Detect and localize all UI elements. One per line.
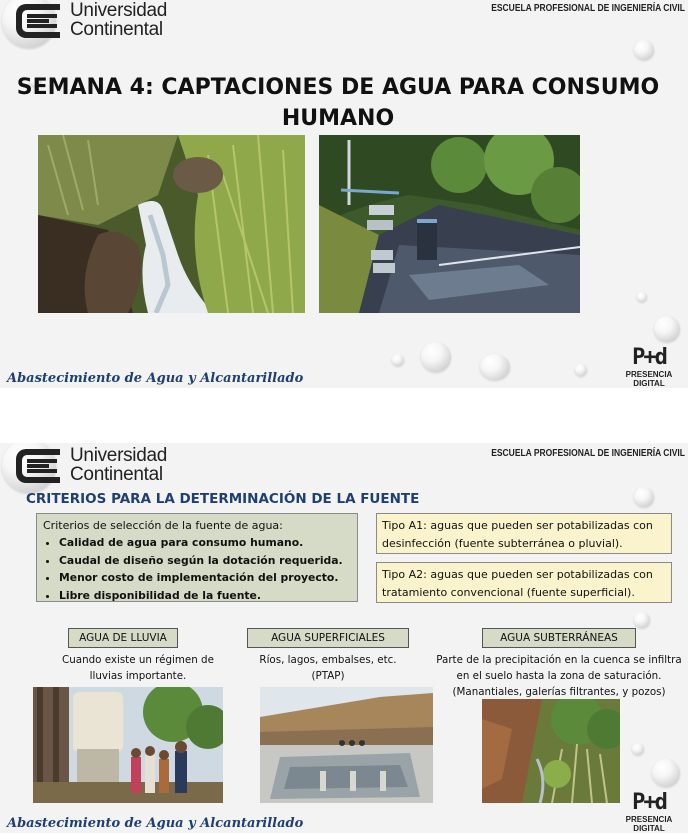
decor-bubble (637, 292, 647, 302)
decor-bubble (480, 354, 510, 380)
course-footer: Abastecimiento de Agua y Alcantarillado (7, 816, 304, 831)
university-line-1: Universidad (70, 0, 168, 21)
criteria-item: • Libre disponibilidad de la fuente. (59, 587, 351, 605)
slide-title: SEMANA 4: CAPTACIONES DE AGUA PARA CONSUMO HUMANO (16, 75, 660, 131)
surface-water-plant-photo (260, 687, 433, 803)
pd-caption: PRESENCIA DIGITAL (625, 815, 673, 833)
decor-bubble (652, 759, 680, 787)
decor-bubble (575, 364, 587, 376)
waterfall-photo (38, 135, 305, 313)
slide-title: CRITERIOS PARA LA DETERMINACIÓN DE LA FUENTE (26, 491, 420, 507)
school-name: ESCUELA PROFESIONAL DE INGENIERÍA CIVIL (491, 3, 685, 14)
criteria-item: • Calidad de agua para consumo humano. (59, 534, 351, 552)
university-line-1: Universidad (70, 445, 168, 466)
spring-groundwater-photo (482, 699, 620, 803)
presencia-digital-logo (614, 346, 684, 386)
decor-bubble (654, 316, 680, 342)
school-name: ESCUELA PROFESIONAL DE INGENIERÍA CIVIL (491, 448, 685, 459)
source-label-rain: AGUA DE LLUVIA (68, 628, 178, 648)
criteria-list (43, 534, 351, 604)
slide-2 (0, 443, 688, 833)
criteria-item: • Menor costo de implementación del proyecto. (59, 569, 351, 587)
source-label-surface: AGUA SUPERFICIALES (247, 628, 409, 648)
university-logo (14, 447, 214, 487)
university-line-2: Continental (70, 19, 163, 40)
source-desc-rain: Cuando existe un régimen de lluvias importante. (62, 654, 214, 682)
intake-structure-photo (319, 135, 580, 313)
source-desc-surface: Ríos, lagos, embalses, etc. (PTAP) (259, 654, 397, 682)
university-name (70, 446, 167, 484)
course-footer: Abastecimiento de Agua y Alcantarillado (7, 371, 304, 386)
decor-bubble (632, 743, 644, 755)
decor-bubble (421, 342, 451, 372)
slide-separator (0, 388, 688, 443)
slide-1 (0, 0, 688, 388)
university-logo (14, 2, 214, 42)
presencia-digital-logo (614, 791, 684, 831)
decor-bubble (392, 354, 404, 366)
pd-logo-icon: P+d (632, 345, 666, 370)
criteria-item: • Caudal de diseño según la dotación requerida. (59, 552, 351, 570)
university-logo-icon (14, 2, 64, 40)
rainwater-tank-photo (33, 687, 223, 803)
pd-logo-icon: P+d (632, 790, 666, 815)
university-logo-icon (14, 447, 64, 485)
source-label-groundwater: AGUA SUBTERRÁNEAS (482, 628, 636, 648)
university-line-2: Continental (70, 464, 163, 485)
type-a2-box: Tipo A2: aguas que pueden ser potabilizadas con tratamiento convencional (fuente superficial). (376, 562, 672, 603)
criteria-box (36, 513, 358, 602)
decor-bubble (634, 40, 654, 60)
pd-caption: PRESENCIA DIGITAL (625, 370, 673, 388)
university-name (70, 1, 167, 39)
criteria-lead: Criterios de selección de la fuente de agua: (43, 519, 283, 532)
source-desc-groundwater: Parte de la precipitación en la cuenca se infiltra en el suelo hasta la zona de saturación. (Manantiales, galerías filtrantes, y pozos) (436, 654, 682, 698)
decor-bubble (634, 487, 654, 507)
decor-bubble (634, 612, 650, 628)
type-a1-box: Tipo A1: aguas que pueden ser potabilizadas con desinfección (fuente subterránea o pluvial). (376, 513, 672, 554)
